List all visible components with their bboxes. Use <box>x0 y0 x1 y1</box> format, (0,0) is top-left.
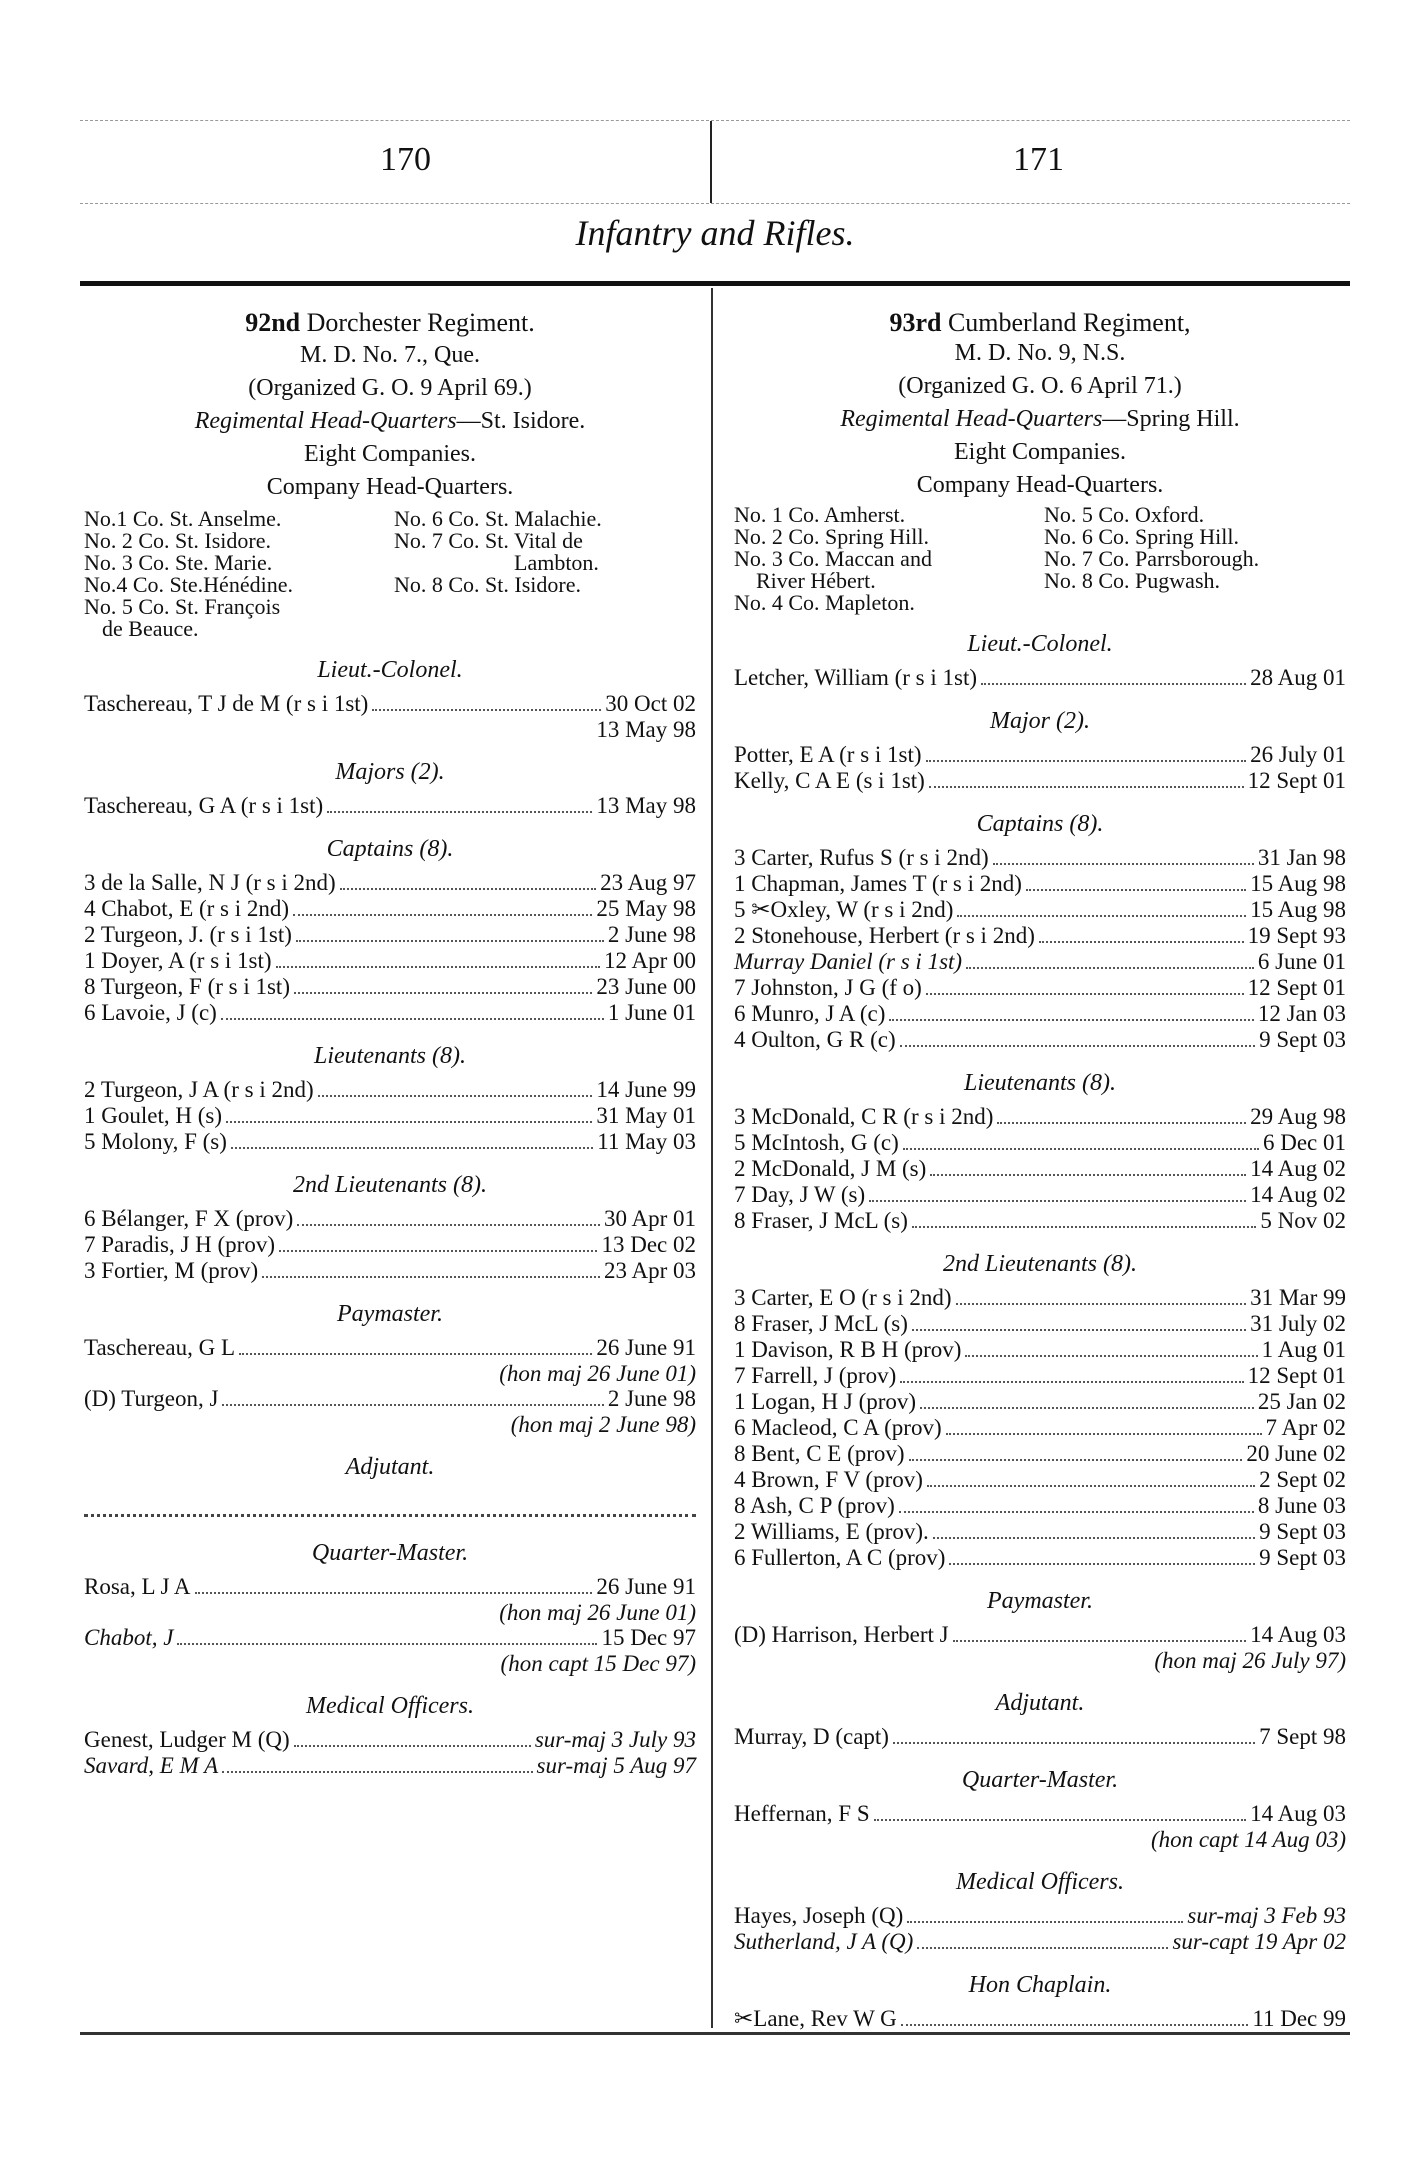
company-entry: No. 5 Co. St. François <box>84 594 281 619</box>
officer-row <box>734 1903 1346 1929</box>
officer-date: 11 May 03 <box>597 1129 696 1154</box>
officer-date: 31 Jan 98 <box>1257 845 1346 870</box>
page-number-right: 171 <box>1013 141 1064 178</box>
quartermaster-heading: Quarter-Master. <box>961 1767 1119 1793</box>
officer-row <box>734 949 1346 975</box>
officer-row <box>734 1130 1346 1156</box>
officer-row <box>734 1001 1346 1027</box>
company-list <box>734 504 1346 614</box>
officer-date: 12 Sept 01 <box>1247 975 1346 1000</box>
officer-date-extra: (hon maj 26 June 01) <box>499 1600 696 1625</box>
regimental-hq-value: —Spring Hill. <box>1102 406 1240 432</box>
section-title: Infantry and Rifles. <box>575 213 855 253</box>
lieutenants-list <box>84 1077 696 1155</box>
officer-date-extra: (hon capt 15 Dec 97) <box>500 1651 696 1676</box>
officer-name: 2 Stonehouse, Herbert (r s i 2nd) <box>734 923 1035 948</box>
header-rule <box>80 281 1350 286</box>
right-column <box>734 300 1346 2032</box>
officer-row <box>734 1622 1346 1648</box>
officer-date-extra: (hon maj 2 June 98) <box>510 1412 696 1437</box>
military-district: M. D. No. 9, N.S. <box>954 340 1126 366</box>
company-count: Eight Companies. <box>304 441 476 467</box>
officer-row <box>84 1753 696 1779</box>
company-entry: No. 7 Co. St. Vital de <box>394 528 583 553</box>
officer-date: 25 May 98 <box>596 896 696 921</box>
captains-list <box>84 870 696 1026</box>
officer-date: sur-capt 19 Apr 02 <box>1172 1929 1346 1954</box>
officer-date: 5 Nov 02 <box>1260 1208 1346 1233</box>
officer-date: 15 Dec 97 <box>601 1625 696 1650</box>
company-hq-heading: Company Head-Quarters. <box>266 474 514 500</box>
officer-name: 5 McIntosh, G (c) <box>734 1130 899 1155</box>
officer-date-extra: (hon maj 26 June 01) <box>499 1361 696 1386</box>
regiment-number: 93rd <box>889 308 942 337</box>
officer-row <box>734 742 1346 768</box>
officer-name: 1 Doyer, A (r s i 1st) <box>84 948 272 973</box>
officer-name: 7 Paradis, J H (prov) <box>84 1232 275 1257</box>
officer-name: 2 McDonald, J M (s) <box>734 1156 927 1181</box>
quartermaster-list <box>84 1574 696 1676</box>
officer-name: 6 Bélanger, F X (prov) <box>84 1206 294 1231</box>
officer-date: 26 June 91 <box>596 1335 696 1360</box>
officer-row <box>734 1104 1346 1130</box>
lieutenants-list <box>734 1104 1346 1234</box>
page <box>80 120 1350 2090</box>
officer-name: Murray, D (capt) <box>734 1724 889 1749</box>
company-entry: No. 6 Co. St. Malachie. <box>394 506 602 531</box>
officer-name: Taschereau, G L <box>84 1335 236 1360</box>
officer-row <box>84 1129 696 1155</box>
officer-name: 1 Davison, R B H (prov) <box>734 1337 962 1362</box>
officer-date: 12 Apr 00 <box>604 948 696 973</box>
lieutenants-heading: Lieutenants (8). <box>314 1043 466 1069</box>
officer-name: 4 Brown, F V (prov) <box>734 1467 923 1492</box>
officer-row <box>734 1929 1346 1955</box>
officer-name: Genest, Ludger M (Q) <box>84 1727 290 1752</box>
officer-name: Savard, E M A <box>84 1753 219 1778</box>
organized-order: (Organized G. O. 9 April 69.) <box>248 375 532 401</box>
officer-name: 3 McDonald, C R (r s i 2nd) <box>734 1104 994 1129</box>
officer-row <box>734 665 1346 691</box>
officer-row <box>84 1386 696 1412</box>
officer-date: 12 Jan 03 <box>1257 1001 1346 1026</box>
officer-name: 2 Turgeon, J A (r s i 2nd) <box>84 1077 314 1102</box>
officer-date: 2 June 98 <box>607 1386 696 1411</box>
officer-name: ✂Lane, Rev W G <box>734 2006 897 2031</box>
officer-row <box>84 870 696 896</box>
officer-name: 5 ✂Oxley, W (r s i 2nd) <box>734 897 954 922</box>
officer-date: 20 June 02 <box>1246 1441 1346 1466</box>
officer-date: 14 Aug 02 <box>1250 1156 1346 1181</box>
regiment-name: Cumberland Regiment, <box>947 308 1191 337</box>
company-entry: de Beauce. <box>102 616 199 641</box>
officer-name: 4 Chabot, E (r s i 2nd) <box>84 896 290 921</box>
officer-date: 30 Oct 02 <box>605 691 696 716</box>
officer-name: 6 Fullerton, A C (prov) <box>734 1545 946 1570</box>
officer-date: 2 June 98 <box>607 922 696 947</box>
officer-name: 8 Turgeon, F (r s i 1st) <box>84 974 290 999</box>
officer-row <box>734 1493 1346 1519</box>
officer-row <box>84 1000 696 1026</box>
officer-row <box>84 1103 696 1129</box>
officer-name: 3 Carter, E O (r s i 2nd) <box>734 1285 952 1310</box>
officer-row <box>84 1258 696 1284</box>
officer-date: 12 Sept 01 <box>1247 768 1346 793</box>
majors-list <box>734 742 1346 794</box>
officer-name: 8 Fraser, J McL (s) <box>734 1311 908 1336</box>
officer-name: Sutherland, J A (Q) <box>734 1929 914 1954</box>
medical-list <box>84 1727 696 1779</box>
company-entry: No. 8 Co. St. Isidore. <box>394 572 581 597</box>
military-district: M. D. No. 7., Que. <box>300 342 480 368</box>
officer-row <box>734 1337 1346 1363</box>
officer-date: 2 Sept 02 <box>1259 1467 1346 1492</box>
officer-name: 1 Goulet, H (s) <box>84 1103 222 1128</box>
officer-name: Kelly, C A E (s i 1st) <box>734 768 925 793</box>
paymaster-heading: Paymaster. <box>337 1301 443 1327</box>
officer-row <box>734 768 1346 794</box>
regiment-number: 92nd <box>245 308 301 337</box>
majors-heading: Majors (2). <box>335 759 445 785</box>
officer-date: 31 July 02 <box>1250 1311 1346 1336</box>
lt-colonel-heading: Lieut.-Colonel. <box>317 657 463 683</box>
page-header <box>80 120 1350 204</box>
officer-date: sur-maj 5 Aug 97 <box>536 1753 696 1778</box>
officer-date: 8 June 03 <box>1257 1493 1346 1518</box>
officer-row <box>734 871 1346 897</box>
officer-row <box>734 1415 1346 1441</box>
captains-list <box>734 845 1346 1053</box>
officer-row <box>84 1625 696 1651</box>
officer-date: 1 June 01 <box>607 1000 696 1025</box>
officer-row <box>84 1206 696 1232</box>
officer-name: 8 Ash, C P (prov) <box>734 1493 895 1518</box>
officer-name: 4 Oulton, G R (c) <box>734 1027 896 1052</box>
officer-name: 2 Williams, E (prov). <box>734 1519 929 1544</box>
second-lieutenants-heading: 2nd Lieutenants (8). <box>943 1251 1137 1277</box>
officer-date-extra: (hon capt 14 Aug 03) <box>1150 1827 1346 1852</box>
officer-date: 14 June 99 <box>596 1077 696 1102</box>
officer-date: 31 Mar 99 <box>1250 1285 1346 1310</box>
regimental-hq <box>734 407 1346 432</box>
footer-rule <box>80 2032 1350 2035</box>
header-divider <box>710 121 712 203</box>
officer-name: 7 Johnston, J G (f o) <box>734 975 922 1000</box>
officer-row <box>734 1285 1346 1311</box>
officer-row <box>734 1519 1346 1545</box>
officer-name: Hayes, Joseph (Q) <box>734 1903 904 1928</box>
officer-name: 7 Day, J W (s) <box>734 1182 866 1207</box>
officer-row <box>734 2006 1346 2032</box>
officer-name: 3 Fortier, M (prov) <box>84 1258 259 1283</box>
officer-row <box>734 1801 1346 1827</box>
lt-colonel-list <box>84 691 696 742</box>
company-entry: No. 6 Co. Spring Hill. <box>1044 524 1239 549</box>
officer-name: 2 Turgeon, J. (r s i 1st) <box>84 922 292 947</box>
officer-row <box>734 845 1346 871</box>
company-hq-heading: Company Head-Quarters. <box>916 472 1164 498</box>
page-number-left: 170 <box>380 141 431 178</box>
officer-row <box>734 1156 1346 1182</box>
officer-row <box>84 1727 696 1753</box>
paymaster-heading: Paymaster. <box>987 1588 1093 1614</box>
company-entry: No. 7 Co. Parrsborough. <box>1044 546 1260 571</box>
company-entry: No. 4 Co. Mapleton. <box>734 590 915 615</box>
adjutant-heading: Adjutant. <box>995 1690 1085 1716</box>
second-lieutenants-list <box>84 1206 696 1284</box>
officer-row <box>84 691 696 717</box>
officer-date-extra: (hon maj 26 July 97) <box>1154 1648 1346 1673</box>
officer-date: 29 Aug 98 <box>1250 1104 1346 1129</box>
captains-heading: Captains (8). <box>326 836 454 862</box>
officer-date: 13 Dec 02 <box>601 1232 696 1257</box>
officer-date: 14 Aug 02 <box>1250 1182 1346 1207</box>
officer-date: 31 May 01 <box>596 1103 696 1128</box>
officer-date: 9 Sept 03 <box>1259 1545 1346 1570</box>
chaplain-heading: Hon Chaplain. <box>968 1972 1112 1998</box>
regimental-hq <box>84 409 696 434</box>
company-entry: No.1 Co. St. Anselme. <box>84 506 282 531</box>
adjutant-heading: Adjutant. <box>345 1454 435 1480</box>
company-entry: No.4 Co. Ste.Hénédine. <box>84 572 293 597</box>
officer-name: 1 Chapman, James T (r s i 2nd) <box>734 871 1022 896</box>
officer-name: 5 Molony, F (s) <box>84 1129 227 1154</box>
captains-heading: Captains (8). <box>976 811 1104 837</box>
officer-date: 7 Sept 98 <box>1259 1724 1346 1749</box>
officer-row <box>84 948 696 974</box>
officer-date: 15 Aug 98 <box>1250 897 1346 922</box>
medical-heading: Medical Officers. <box>306 1693 474 1719</box>
officer-row <box>84 1574 696 1600</box>
regimental-hq-label: Regimental Head-Quarters <box>194 408 457 434</box>
company-entry: No. 2 Co. Spring Hill. <box>734 524 929 549</box>
officer-name: 6 Munro, J A (c) <box>734 1001 886 1026</box>
officer-name: 8 Fraser, J McL (s) <box>734 1208 908 1233</box>
regimental-hq-label: Regimental Head-Quarters <box>840 406 1103 432</box>
officer-date: 14 Aug 03 <box>1250 1801 1346 1826</box>
officer-name: Rosa, L J A <box>84 1574 191 1599</box>
officer-name: Potter, E A (r s i 1st) <box>734 742 922 767</box>
majors-heading: Major (2). <box>990 708 1090 734</box>
left-column <box>84 300 696 1779</box>
officer-date-extra: 13 May 98 <box>596 717 696 742</box>
officer-row <box>84 1077 696 1103</box>
regimental-hq-value: —St. Isidore. <box>456 408 586 434</box>
company-entry: No. 3 Co. Maccan and <box>734 546 932 571</box>
officer-row <box>734 1363 1346 1389</box>
company-entry: No. 1 Co. Amherst. <box>734 502 906 527</box>
officer-date: 30 Apr 01 <box>604 1206 696 1231</box>
officer-row <box>734 1182 1346 1208</box>
officer-name: 1 Logan, H J (prov) <box>734 1389 917 1414</box>
officer-row <box>734 975 1346 1001</box>
lt-colonel-heading: Lieut.-Colonel. <box>967 631 1113 657</box>
adjutant-vacant <box>84 1496 696 1517</box>
officer-name: Heffernan, F S <box>734 1801 870 1826</box>
company-entry <box>394 596 696 618</box>
officer-name: (D) Harrison, Herbert J <box>734 1622 949 1647</box>
officer-name: Murray Daniel (r s i 1st) <box>734 949 963 974</box>
officer-row <box>734 1311 1346 1337</box>
officer-name: 8 Bent, C E (prov) <box>734 1441 905 1466</box>
officer-row <box>84 793 696 819</box>
officer-date: 11 Dec 99 <box>1252 2006 1346 2031</box>
regiment-name: Dorchester Regiment. <box>306 308 535 337</box>
officer-date: 28 Aug 01 <box>1250 665 1346 690</box>
officer-row <box>734 1389 1346 1415</box>
officer-date: 26 July 01 <box>1250 742 1346 767</box>
company-entry: No. 8 Co. Pugwash. <box>1044 568 1221 593</box>
company-entry: River Hébert. <box>756 568 876 593</box>
organized-order: (Organized G. O. 6 April 71.) <box>898 373 1182 399</box>
company-entry <box>394 618 696 640</box>
officer-row <box>734 1467 1346 1493</box>
officer-date: 1 Aug 01 <box>1261 1337 1346 1362</box>
company-entry: Lambton. <box>514 550 599 575</box>
officer-date: 7 Apr 02 <box>1265 1415 1346 1440</box>
officer-name: 3 de la Salle, N J (r s i 2nd) <box>84 870 336 895</box>
medical-list <box>734 1903 1346 1955</box>
officer-date: 23 Apr 03 <box>604 1258 696 1283</box>
officer-name: Taschereau, G A (r s i 1st) <box>84 793 324 818</box>
officer-row <box>734 1545 1346 1571</box>
officer-date: sur-maj 3 July 93 <box>534 1727 696 1752</box>
paymaster-list <box>84 1335 696 1437</box>
company-count: Eight Companies. <box>954 439 1126 465</box>
officer-row <box>84 974 696 1000</box>
officer-row <box>734 1027 1346 1053</box>
officer-date: 6 Dec 01 <box>1262 1130 1346 1155</box>
officer-date: 15 Aug 98 <box>1250 871 1346 896</box>
paymaster-list <box>734 1622 1346 1673</box>
officer-date: sur-maj 3 Feb 93 <box>1187 1903 1346 1928</box>
officer-row <box>84 896 696 922</box>
officer-date: 12 Sept 01 <box>1247 1363 1346 1388</box>
second-lieutenants-list <box>734 1285 1346 1571</box>
officer-date: 6 June 01 <box>1257 949 1346 974</box>
officer-row <box>84 922 696 948</box>
lieutenants-heading: Lieutenants (8). <box>964 1070 1116 1096</box>
officer-date: 26 June 91 <box>596 1574 696 1599</box>
officer-date: 9 Sept 03 <box>1259 1027 1346 1052</box>
officer-name: 3 Carter, Rufus S (r s i 2nd) <box>734 845 989 870</box>
officer-date: 25 Jan 02 <box>1257 1389 1346 1414</box>
column-divider <box>711 288 713 2028</box>
company-entry: No. 5 Co. Oxford. <box>1044 502 1205 527</box>
officer-row <box>734 923 1346 949</box>
officer-row <box>734 1724 1346 1750</box>
officer-name: Taschereau, T J de M (r s i 1st) <box>84 691 369 716</box>
quartermaster-heading: Quarter-Master. <box>311 1540 469 1566</box>
medical-heading: Medical Officers. <box>956 1869 1124 1895</box>
quartermaster-list <box>734 1801 1346 1852</box>
officer-name: Letcher, William (r s i 1st) <box>734 665 977 690</box>
officer-row <box>84 1232 696 1258</box>
officer-date: 23 June 00 <box>596 974 696 999</box>
officer-row <box>84 1335 696 1361</box>
company-entry: No. 2 Co. St. Isidore. <box>84 528 271 553</box>
officer-date: 14 Aug 03 <box>1250 1622 1346 1647</box>
officer-name: Chabot, J <box>84 1625 174 1650</box>
regiment-title <box>734 310 1346 335</box>
officer-row <box>734 1441 1346 1467</box>
officer-row <box>734 897 1346 923</box>
officer-row <box>734 1208 1346 1234</box>
regiment-title <box>84 310 696 335</box>
company-entry: No. 3 Co. Ste. Marie. <box>84 550 273 575</box>
officer-date: 9 Sept 03 <box>1259 1519 1346 1544</box>
officer-name: (D) Turgeon, J <box>84 1386 219 1411</box>
officer-date: 23 Aug 97 <box>600 870 696 895</box>
company-entry <box>1044 592 1346 614</box>
company-list <box>84 508 696 640</box>
officer-name: 7 Farrell, J (prov) <box>734 1363 897 1388</box>
officer-name: 6 Lavoie, J (c) <box>84 1000 217 1025</box>
officer-name: 6 Macleod, C A (prov) <box>734 1415 942 1440</box>
second-lieutenants-heading: 2nd Lieutenants (8). <box>293 1172 487 1198</box>
officer-date: 13 May 98 <box>596 793 696 818</box>
officer-date: 19 Sept 93 <box>1247 923 1346 948</box>
